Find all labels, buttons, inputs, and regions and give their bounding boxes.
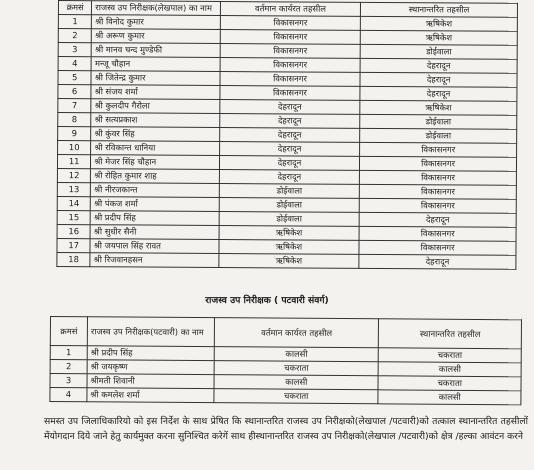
name-cell: श्री विनोद कुमार xyxy=(92,15,220,30)
name-cell: श्री संजय शर्मा xyxy=(91,85,219,100)
serial-cell: 5 xyxy=(58,71,91,85)
current-tehsil-cell: कालसी xyxy=(214,375,379,390)
transfer-tehsil-cell: ऋषिकेश xyxy=(361,16,518,31)
table-row xyxy=(50,388,521,405)
transfer-tehsil-cell: विकासनगर xyxy=(360,142,517,157)
transfer-tehsil-cell: विकासनगर xyxy=(359,240,516,255)
transfer-tehsil-cell: देहरादून xyxy=(359,254,516,269)
current-tehsil-cell: ऋषिकेश xyxy=(219,239,360,254)
current-tehsil-cell: कालसी xyxy=(214,347,379,362)
current-tehsil-cell: डोईवाला xyxy=(219,183,360,198)
transfer-tehsil-cell: चकराता xyxy=(379,348,522,363)
serial-cell: 14 xyxy=(57,196,90,210)
patwari-transfer-table xyxy=(49,316,522,405)
instruction-paragraph: समस्त उप जिलाधिकारियो को इस निर्देश के साथ प्रेषित कि स्थानान्तरित राजस्व उप निरीक्षको(लेखपाल /पटवारी)को तत्काल स्थानान्तरित तहसीलों मेंयोगदान दिये जाने हेतु कार्यमुक्त करना सुनिश्चित करेगें साथ हीस्थानान्तरित राजस्व उप निरीक्षको(लेखपाल /पटवारी)को क्षेत्र /हल्का आवंटन करने xyxy=(44,416,528,442)
current-tehsil-cell: देहरादून xyxy=(219,141,360,156)
current-tehsil-cell: देहरादून xyxy=(219,127,360,142)
current-tehsil-cell: विकासनगर xyxy=(220,57,361,72)
section-title: राजस्व उप निरीक्षक ( पटवारी संवर्ग) xyxy=(205,295,329,306)
table-header-row xyxy=(50,317,521,349)
serial-cell: 4 xyxy=(50,388,87,402)
col-current-tehsil-header: वर्तमान कार्यरत तहसील xyxy=(214,318,379,348)
current-tehsil-cell: ऋषिकेश xyxy=(219,253,360,268)
col-transfer-tehsil-header: स्थानान्तरित तहसील xyxy=(361,2,518,17)
name-cell: श्री कुंवर सिंह xyxy=(91,127,219,142)
serial-cell: 2 xyxy=(50,360,87,374)
current-tehsil-cell: देहरादून xyxy=(219,155,360,170)
name-cell: श्री प्रदीप सिंह xyxy=(90,211,218,226)
serial-cell: 17 xyxy=(57,238,90,252)
serial-cell: 10 xyxy=(58,141,91,155)
serial-cell: 1 xyxy=(58,15,91,29)
serial-cell: 3 xyxy=(50,374,87,388)
serial-cell: 7 xyxy=(58,99,91,113)
transfer-tehsil-cell: डोईवाला xyxy=(360,128,517,143)
current-tehsil-cell: विकासनगर xyxy=(220,85,361,100)
transfer-tehsil-cell: ऋषिकेश xyxy=(361,30,518,45)
name-cell: श्री मानव चन्द मुण्डेफी xyxy=(92,43,220,58)
serial-cell: 9 xyxy=(58,127,91,141)
transfer-tehsil-cell: विकासनगर xyxy=(359,226,516,241)
name-cell: श्री नीरजकान्त xyxy=(91,183,219,198)
name-cell: श्री पंकज शर्मा xyxy=(91,197,219,212)
current-tehsil-cell: विकासनगर xyxy=(220,29,361,44)
transfer-tehsil-cell: डोईवाला xyxy=(360,44,517,59)
current-tehsil-cell: देहरादून xyxy=(219,169,360,184)
table-body xyxy=(57,15,518,270)
current-tehsil-cell: चकराता xyxy=(214,361,379,376)
transfer-tehsil-cell: देहरादून xyxy=(360,58,517,73)
current-tehsil-cell: विकासनगर xyxy=(220,71,361,86)
name-cell: श्री प्रदीप सिंह xyxy=(87,346,214,361)
transfer-tehsil-cell: विकासनगर xyxy=(360,170,517,185)
serial-cell: 12 xyxy=(57,168,90,182)
col-name-header: राजस्व उप निरीक्षक(पटवारी) का नाम xyxy=(87,317,214,347)
current-tehsil-cell: देहरादून xyxy=(219,113,360,128)
serial-cell: 13 xyxy=(57,182,90,196)
transfer-tehsil-cell: देहरादून xyxy=(360,86,517,101)
col-current-tehsil-header: वर्तमान कार्यरत तहसील xyxy=(220,1,361,16)
transfer-tehsil-cell: कालसी xyxy=(379,362,522,377)
serial-cell: 16 xyxy=(57,224,90,238)
lekhpal-transfer-table xyxy=(56,0,518,270)
current-tehsil-cell: ऋषिकेश xyxy=(219,225,360,240)
serial-cell: 3 xyxy=(58,43,91,57)
transfer-tehsil-cell: विकासनगर xyxy=(360,156,517,171)
transfer-tehsil-cell: विकासनगर xyxy=(360,184,517,199)
transfer-tehsil-cell: विकासनगर xyxy=(359,198,516,213)
transfer-tehsil-cell: कालसी xyxy=(378,390,521,405)
serial-cell: 11 xyxy=(57,155,90,169)
transfer-tehsil-cell: देहरादून xyxy=(359,212,516,227)
serial-cell: 15 xyxy=(57,210,90,224)
current-tehsil-cell: विकासनगर xyxy=(220,15,361,30)
name-cell: श्री जयकृष्ण xyxy=(87,360,214,375)
name-cell: श्रीमती शिवानी xyxy=(87,374,214,389)
serial-cell: 4 xyxy=(58,57,91,71)
table-row xyxy=(57,252,516,269)
current-tehsil-cell: डोईवाला xyxy=(219,211,360,226)
serial-cell: 8 xyxy=(58,113,91,127)
name-cell: श्री जितेन्द्र कुमार xyxy=(91,71,219,86)
transfer-tehsil-cell: देहरादून xyxy=(360,72,517,87)
col-transfer-tehsil-header: स्थानान्तरित तहसील xyxy=(379,319,522,349)
col-name-header: राजस्व उप निरीक्षक(लेखपाल) का नाम xyxy=(92,1,220,16)
name-cell: श्री जयपाल सिंह रावत xyxy=(90,239,218,254)
current-tehsil-cell: चकराता xyxy=(214,389,379,404)
table-body xyxy=(50,346,521,405)
current-tehsil-cell: विकासनगर xyxy=(220,43,361,58)
transfer-tehsil-cell: ऋषिकेश xyxy=(360,100,517,115)
current-tehsil-cell: देहरादून xyxy=(220,99,361,114)
serial-cell: 6 xyxy=(58,85,91,99)
transfer-tehsil-cell: चकराता xyxy=(378,376,521,391)
name-cell: श्री कमलेश शर्मा xyxy=(87,388,214,403)
name-cell: श्री सत्यप्रकाश xyxy=(91,113,219,128)
col-serial-header: क्रमसं xyxy=(50,317,87,346)
current-tehsil-cell: डोईवाला xyxy=(219,197,360,212)
serial-cell: 2 xyxy=(58,29,91,43)
col-serial-header: क्रमसं xyxy=(58,1,91,15)
name-cell: श्री अरूण कुमार xyxy=(92,29,220,44)
name-cell: श्री मेजर सिंह चौहान xyxy=(91,155,219,170)
name-cell: श्री रिजवानहसन xyxy=(90,253,218,268)
name-cell: मन्जू चौहान xyxy=(91,57,219,72)
serial-cell: 18 xyxy=(57,252,90,266)
name-cell: श्री रोहित कुमार शाह xyxy=(91,169,219,184)
name-cell: श्री कुलदीप गैरोला xyxy=(91,99,219,114)
name-cell: श्री रविकान्त धानिया xyxy=(91,141,219,156)
transfer-tehsil-cell: डोईवाला xyxy=(360,114,517,129)
serial-cell: 1 xyxy=(50,346,87,360)
name-cell: श्री सुधीर सैनी xyxy=(90,225,218,240)
